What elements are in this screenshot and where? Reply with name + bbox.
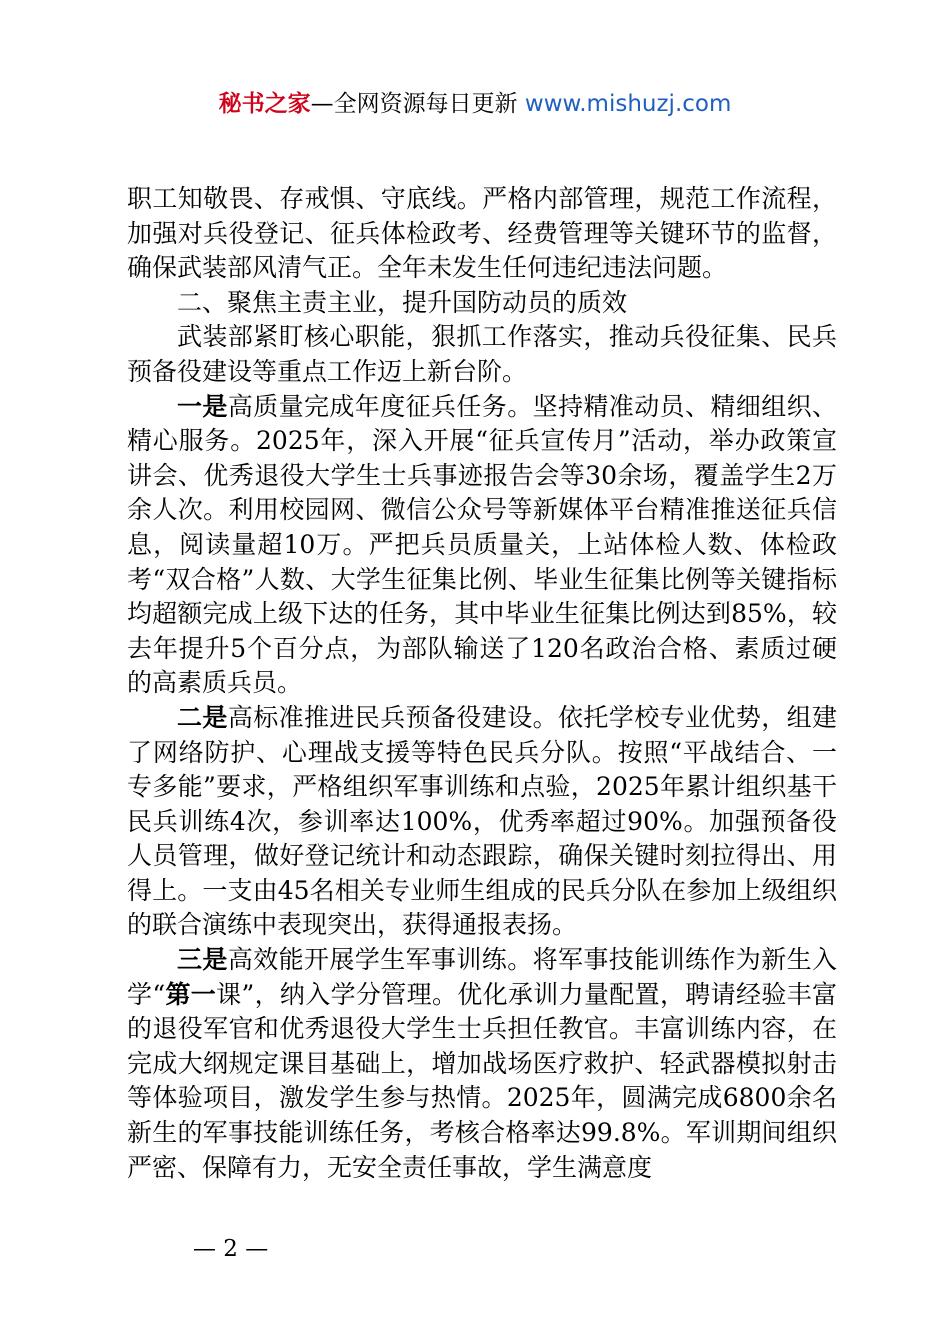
list-item-paragraph-1 <box>127 390 837 701</box>
item-text-3a: 高效能开展学生军事训练。将军事技能训练作为新生入学“ <box>127 945 837 1009</box>
list-item-paragraph-2 <box>127 701 837 943</box>
item-text-3b: 课”，纳入学分管理。优化承训力量配置，聘请经验丰富的退役军官和优秀退役大学生士兵担任教官。丰富训练内容，在完成大纲规定课目基础上，增加战场医疗救护、轻武器模拟射击等体验项目，激发学生参与热情。2025年，圆满完成6800余名新生的军事技能训练任务，考核合格率达99.8%。军训期间组织严密、保障有力，无安全责任事故，学生满意度 <box>127 979 837 1182</box>
site-brand: 秘书之家 <box>218 91 311 117</box>
list-item-paragraph-3 <box>127 943 837 1185</box>
item-text-1: 高质量完成年度征兵任务。坚持精准动员、精细组织、精心服务。2025年，深入开展“征兵宣传月”活动，举办政策宣讲会、优秀退役大学生士兵事迹报告会等30余场，覆盖学生2万余人次。利用校园网、微信公众号等新媒体平台精准推送征兵信息，阅读量超10万。严把兵员质量关，上站体检人数、体检政考“双合格”人数、大学生征集比例、毕业生征集比例等关键指标均超额完成上级下达的任务，其中毕业生征集比例达到85%，较去年提升5个百分点，为部队输送了120名政治合格、素质过硬的高素质兵员。 <box>127 391 837 698</box>
item-text-2: 高标准推进民兵预备役建设。依托学校专业优势，组建了网络防护、心理战支援等特色民兵分队。按照“平战结合、一专多能”要求，严格组织军事训练和点验，2025年累计组织基干民兵训练4次，参训率达100%，优秀率超过90%。加强预备役人员管理，做好登记统计和动态跟踪，确保关键时刻拉得出、用得上。一支由45名相关专业师生组成的民兵分队在参加上级组织的联合演练中表现突出，获得通报表扬。 <box>127 702 837 940</box>
site-url-link[interactable]: www.mishuzj.com <box>524 91 732 117</box>
item-emphasis-3: 第一 <box>165 979 217 1009</box>
document-body <box>127 182 837 1185</box>
page-number: — 2 — <box>193 1236 269 1262</box>
section-heading: 二、聚焦主责主业，提升国防动员的质效 <box>177 287 628 317</box>
site-header <box>0 88 950 120</box>
item-lead-2: 二是 <box>177 702 228 732</box>
item-lead-3: 三是 <box>177 945 228 975</box>
section-intro-paragraph: 武装部紧盯核心职能，狠抓工作落实，推动兵役征集、民兵预备役建设等重点工作迈上新台阶。 <box>127 322 837 386</box>
paragraph-continuation: 职工知敬畏、存戒惧、守底线。严格内部管理，规范工作流程，加强对兵役登记、征兵体检政考、经费管理等关键环节的监督，确保武装部风清气正。全年未发生任何违纪违法问题。 <box>127 184 837 283</box>
item-lead-1: 一是 <box>177 391 228 421</box>
site-slogan: —全网资源每日更新 <box>310 91 518 117</box>
